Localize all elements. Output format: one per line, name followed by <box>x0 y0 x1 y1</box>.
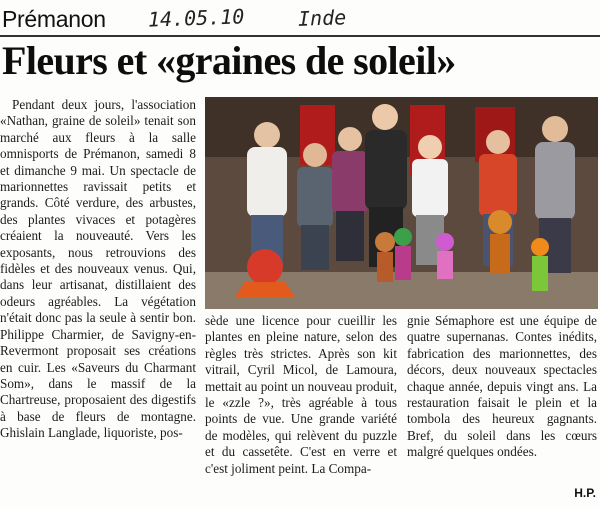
article-photo <box>205 97 598 309</box>
article-column-2 <box>205 313 397 503</box>
article-column-3 <box>407 313 597 473</box>
article-headline: Fleurs et «graines de soleil» <box>2 38 456 83</box>
locality-heading: Prémanon <box>2 6 106 32</box>
article-column-1 <box>0 97 196 502</box>
children-with-puppets-image <box>205 97 598 309</box>
handwritten-source: Inde <box>297 5 347 31</box>
column-1-text: Pendant deux jours, l'association «Nathan, graine de soleil» tenait son marché aux fleurs à la salle omnisports de Prémanon, samedi 8 et dimanche 9 mai. Un spectacle de marionnettes ravissait petits et grands. Côté verdure, des arbustes, des plantes vivaces et potagères créaient la nouveauté. Vers les exposants, nous retrouvions des fidèles et des nouveaux venus. Qui, dans leur artisanat, distillaient des odeurs agréables. La végétation n'était donc pas la seule à sentir bon. Philippe Charmier, de Savigny-en-Revermont proposait ses créations en cuir. Les «Saveurs du Charmant Som», dans le massif de la Chartreuse, proposaient des digestifs à base de fleurs de montagne. Ghislain Langlade, liquoriste, pos- <box>0 97 196 441</box>
column-2-text: sède une licence pour cueillir les plantes en pleine nature, selon des règles très strictes. Après son kit vitrail, Cyril Micol, de Lamoura, mettait au point un nouveau produit, le «zzle ?», très agréable à tous points de vue. Une grande variété de modèles, qui relèvent du puzzle et du cassetête. C'est en verre et c'est joliment peint. La Compa- <box>205 313 397 476</box>
column-3-text: gnie Sémaphore est une équipe de quatre supernanas. Contes inédits, fabrication des marionnettes, des décors, deux nouveaux spectacles chaque année, depuis vingt ans. La restauration faisait le plein et la tombola des heureux gagnants. Bref, du soleil dans les cœurs malgré quelques ondées. <box>407 313 597 460</box>
handwritten-date: 14.05.10 <box>147 4 245 32</box>
author-signature: H.P. <box>574 486 596 500</box>
